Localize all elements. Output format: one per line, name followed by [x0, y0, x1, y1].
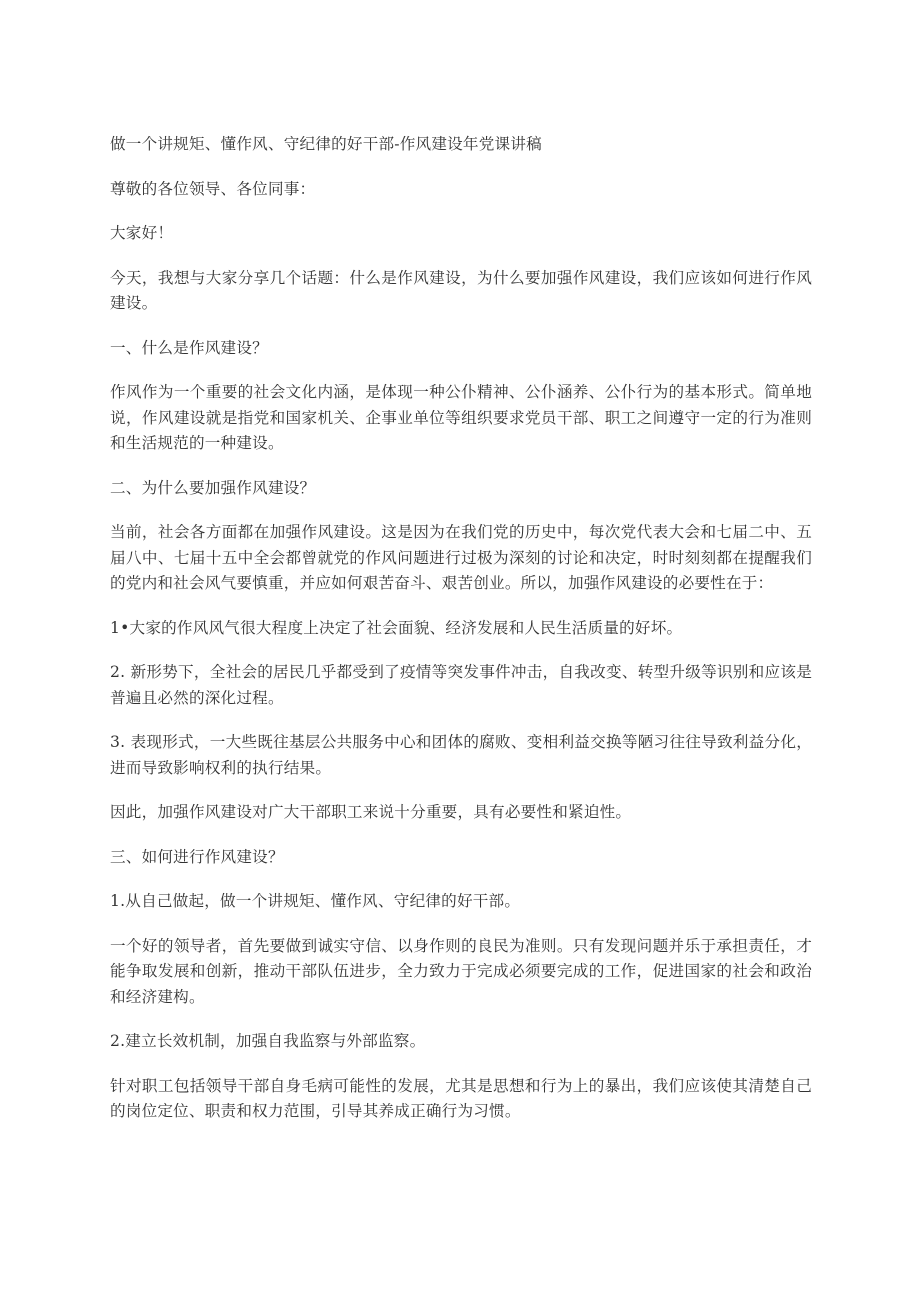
document-title: 做一个讲规矩、懂作风、守纪律的好干部-作风建设年党课讲稿	[110, 135, 542, 153]
subheading-2-paragraph: 针对职工包括领导干部自身毛病可能性的发展，尤其是思想和行为上的暴出，我们应该使其清楚自己的岗位定位、职责和权力范围，引导其养成正确行为习惯。	[110, 1076, 812, 1120]
section-1-paragraph: 作风作为一个重要的社会文化内涵，是体现一种公仆精神、公仆涵养、公仆行为的基本形式。简单地说，作风建设就是指党和国家机关、企事业单位等组织要求党员干部、职工之间遵守一定的行为准则和生活规范的一种建设。	[110, 383, 812, 452]
conclusion-paragraph: 因此，加强作风建设对广大干部职工来说十分重要，具有必要性和紧迫性。	[110, 803, 632, 821]
salutation: 尊敬的各位领导、各位同事：	[110, 179, 316, 198]
list-item-1: 1•大家的作风风气很大程度上决定了社会面貌、经济发展和人民生活质量的好坏。	[110, 618, 683, 637]
list-item-3: 3. 表现形式，一大些既往基层公共服务中心和团体的腐败、变相利益交换等陋习往往导致利益分化，进而导致影响权利的执行结果。	[110, 733, 812, 777]
intro-paragraph: 今天，我想与大家分享几个话题：什么是作风建设，为什么要加强作风建设，我们应该如何进行作风建设。	[110, 268, 812, 312]
greeting: 大家好！	[110, 224, 174, 242]
section-heading-2: 二、为什么要加强作风建设？	[110, 478, 316, 497]
subheading-1: 1.从自己做起，做一个讲规矩、懂作风、守纪律的好干部。	[110, 892, 521, 910]
subheading-1-paragraph: 一个好的领导者，首先要做到诚实守信、以身作则的良民为准则。只有发现问题并乐于承担责任，才能争取发展和创新，推动干部队伍进步，全力致力于完成必须要完成的工作，促进国家的社会和政治和经济建构。	[110, 936, 812, 1006]
section-2-paragraph: 当前，社会各方面都在加强作风建设。这是因为在我们党的历史中，每次党代表大会和七届二中、五届八中、七届十五中全会都曾就党的作风问题进行过极为深刻的讨论和决定，时时刻刻都在提醒我们的党内和社会风气要慎重，并应如何艰苦奋斗、艰苦创业。所以，加强作风建设的必要性在于：	[110, 523, 812, 592]
document-body	[110, 132, 812, 1144]
subheading-2: 2.建立长效机制，加强自我监察与外部监察。	[110, 1032, 426, 1050]
section-heading-3: 三、如何进行作风建设？	[110, 847, 284, 866]
list-item-2: 2. 新形势下，全社会的居民几乎都受到了疫情等突发事件冲击，自我改变、转型升级等识别和应该是普遍且必然的深化过程。	[110, 663, 812, 707]
section-heading-1: 一、什么是作风建设？	[110, 338, 268, 357]
